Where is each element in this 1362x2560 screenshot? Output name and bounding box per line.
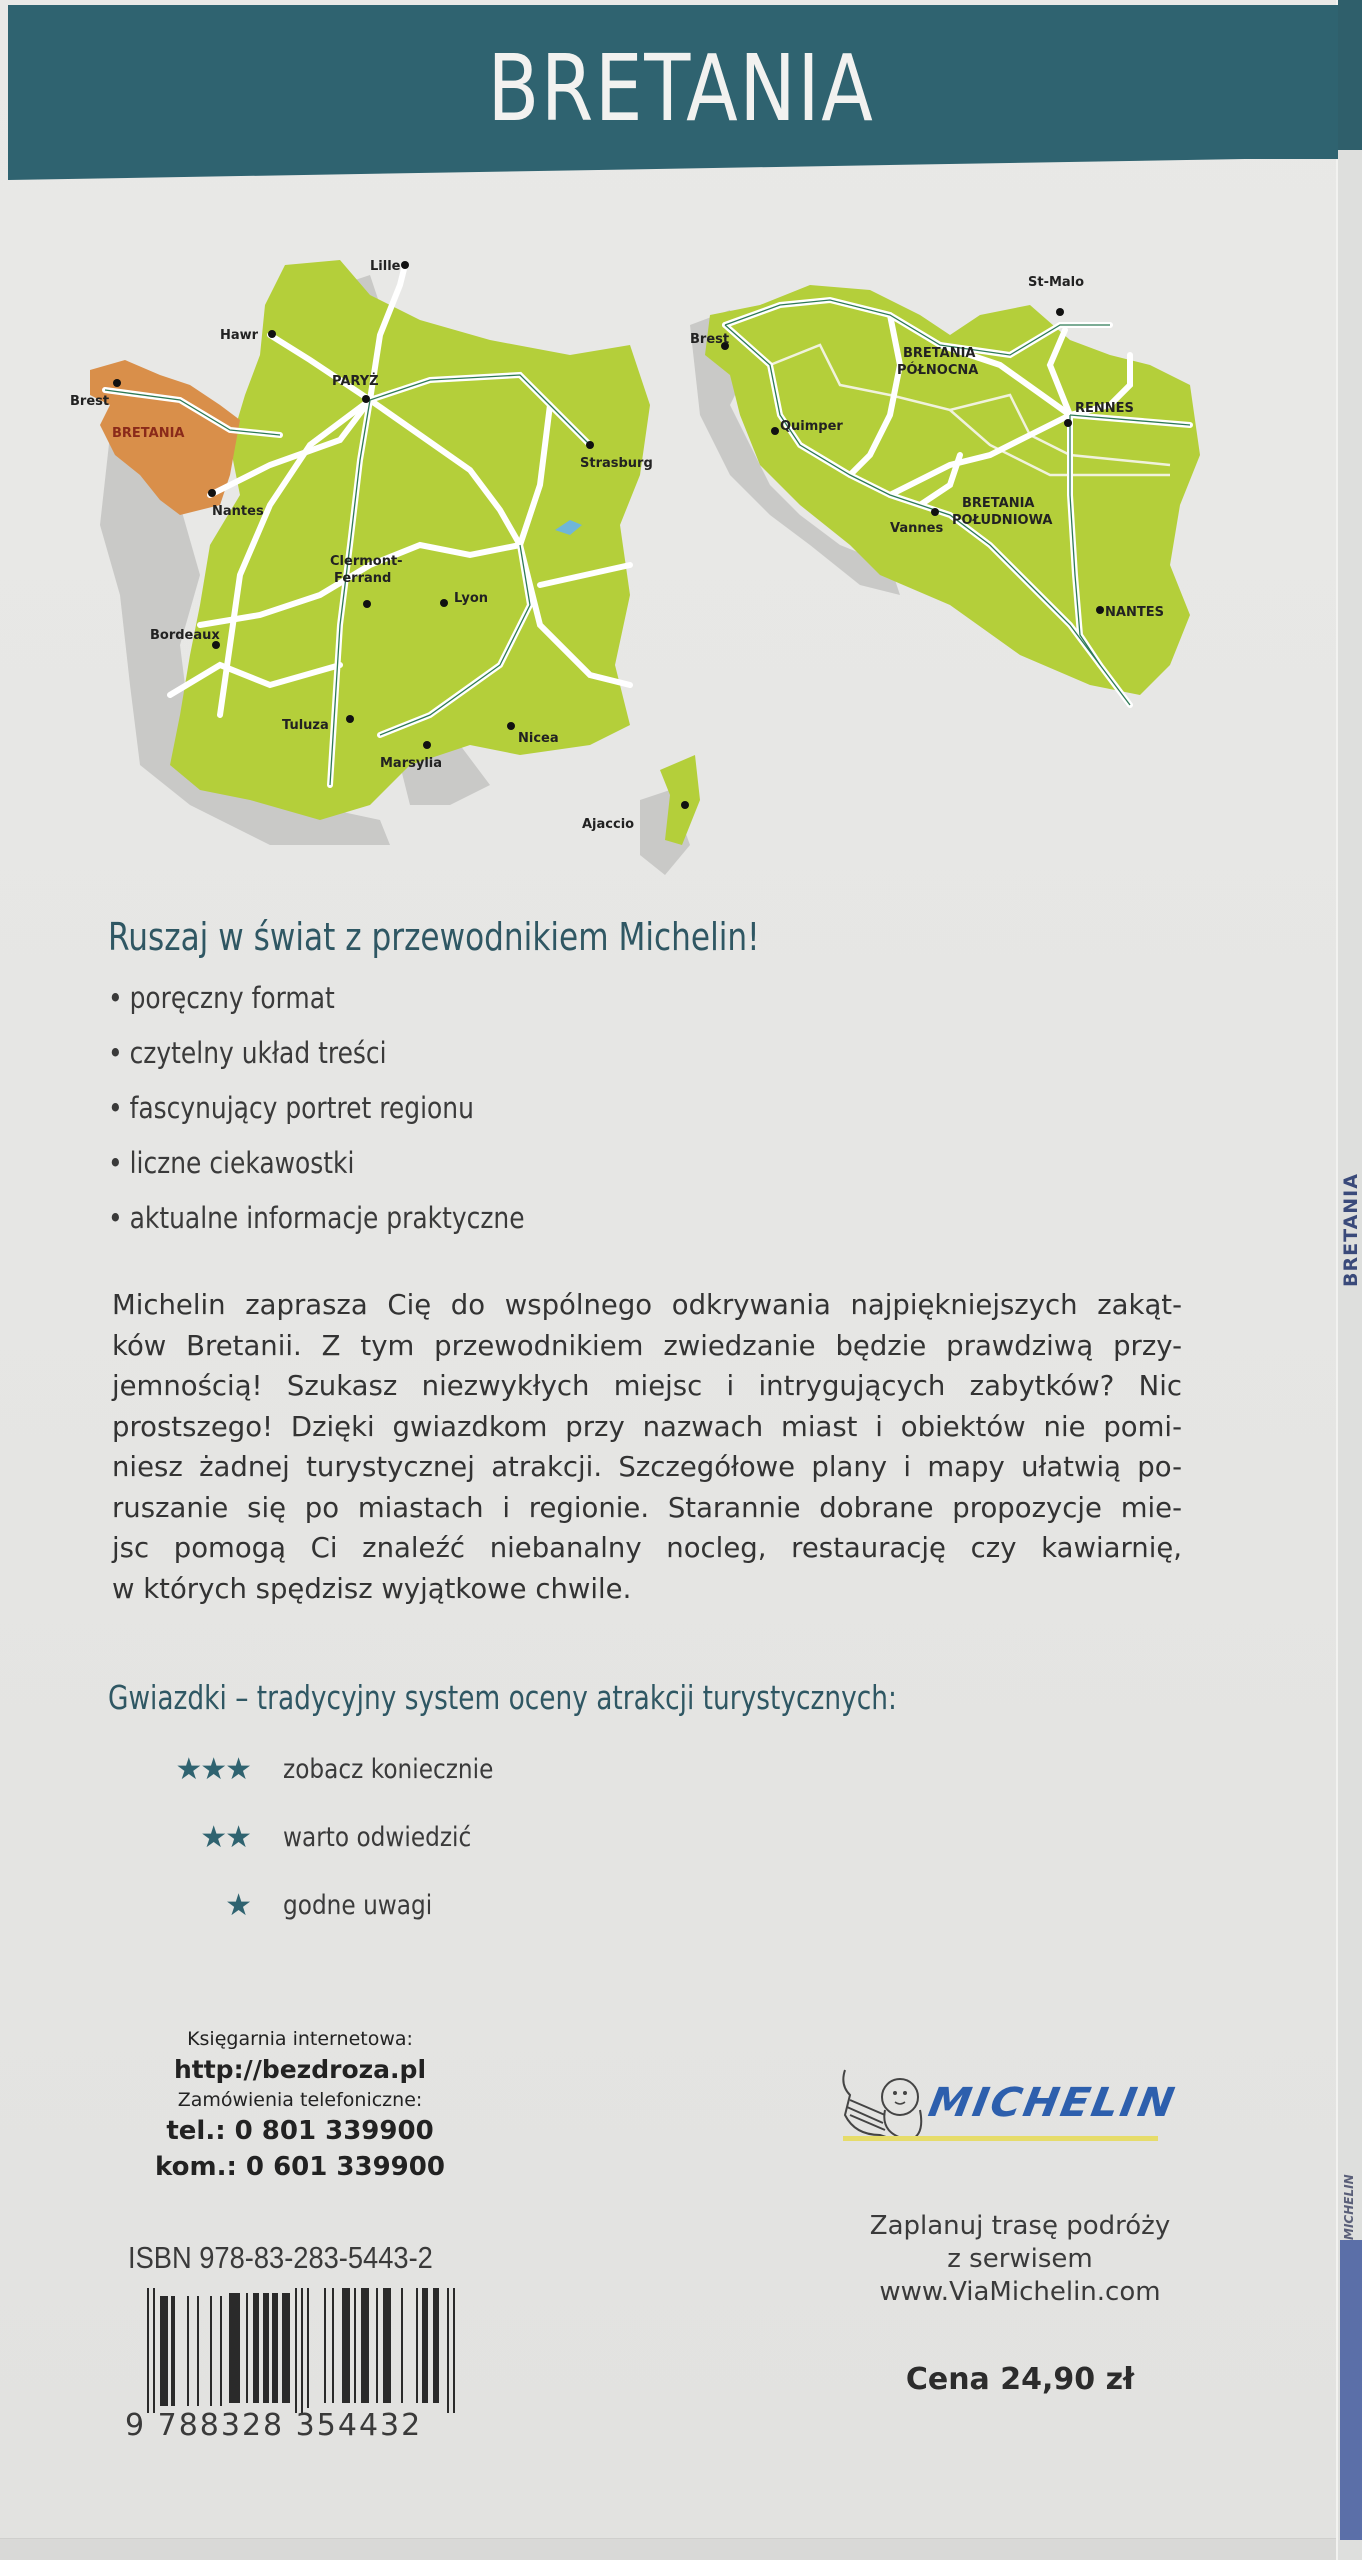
viamichelin-link[interactable]: www.ViaMichelin.com xyxy=(879,2277,1161,2307)
feature-item: • liczne ciekawostki xyxy=(108,1140,525,1195)
spine-blue-band xyxy=(1340,2240,1362,2540)
star-icon: ★★ xyxy=(200,1820,250,1855)
description-line: niesz żadnej turystycznej atrakcji. Szczegółowe plany i mapy ułatwią po- xyxy=(112,1451,1182,1483)
map-label-marsylia: Marsylia xyxy=(380,756,443,771)
mobile-number: kom.: 0 601 339900 xyxy=(155,2152,445,2182)
viamichelin-promo xyxy=(820,2210,1220,2309)
rating-label: zobacz koniecznie xyxy=(283,1754,494,1785)
map-label-bretania-poludniowa-1: BRETANIA xyxy=(962,496,1035,511)
description-line: jemnością! Szukasz niezwykłych miejsc i intrygujących zabytków? Nic xyxy=(112,1370,1182,1402)
map-label-nantes: Nantes xyxy=(212,504,264,519)
map-label-nicea: Nicea xyxy=(518,731,559,746)
map-label-brest-b: Brest xyxy=(690,332,730,347)
rating-label: godne uwagi xyxy=(283,1890,433,1921)
map-label-hawr: Hawr xyxy=(220,328,259,343)
description-line: jsc pomogą Ci znaleźć niebanalny nocleg, restaurację czy kawiarnię, xyxy=(112,1532,1182,1564)
phone-number: tel.: 0 801 339900 xyxy=(166,2116,434,2146)
map-label-bordeaux: Bordeaux xyxy=(150,628,220,643)
ratings-title: Gwiazdki – tradycyjny system oceny atrakcji turystycznych: xyxy=(108,1678,897,1717)
star-icon: ★★★ xyxy=(175,1752,250,1787)
map-label-bretania-poludniowa-2: POŁUDNIOWA xyxy=(952,513,1053,528)
description-paragraph xyxy=(112,1285,1182,1609)
map-label-ferrand: Ferrand xyxy=(334,571,392,586)
barcode-digits: 9 788328 354432 xyxy=(125,2408,423,2443)
map-label-bretania-polnocna-1: BRETANIA xyxy=(903,346,976,361)
map-label-brest: Brest xyxy=(70,394,110,409)
isbn-label: ISBN 978-83-283-5443-2 xyxy=(128,2240,433,2275)
map-label-clermont: Clermont- xyxy=(330,554,403,569)
features-title: Ruszaj w świat z przewodnikiem Michelin! xyxy=(108,915,760,959)
map-label-lyon: Lyon xyxy=(454,591,489,606)
map-label-strasburg: Strasburg xyxy=(580,456,653,471)
feature-item: • fascynujący portret regionu xyxy=(108,1085,525,1140)
map-label-lille: Lille xyxy=(370,259,401,274)
map-label-bretania: BRETANIA xyxy=(112,426,185,441)
contact-block xyxy=(130,2028,470,2188)
star-icon: ★ xyxy=(225,1888,250,1923)
map-label-nantes-b: NANTES xyxy=(1105,605,1164,620)
maps-section xyxy=(70,245,1220,885)
map-label-tuluza: Tuluza xyxy=(282,718,329,733)
promo-line: z serwisem xyxy=(947,2244,1093,2274)
spine-header-band xyxy=(1338,0,1362,150)
page-title: BRETANIA xyxy=(487,35,875,142)
feature-item: • aktualne informacje praktyczne xyxy=(108,1195,525,1250)
map-label-quimper: Quimper xyxy=(780,419,843,434)
spine-brand: MICHELIN xyxy=(1342,2174,1356,2240)
feature-item: • czytelny układ treści xyxy=(108,1030,525,1085)
barcode-icon xyxy=(147,2288,465,2413)
map-label-paryz: PARYŻ xyxy=(332,374,379,389)
orders-label: Zamówienia telefoniczne: xyxy=(177,2089,423,2111)
map-label-ajaccio: Ajaccio xyxy=(582,817,635,832)
map-label-bretania-polnocna-2: PÓŁNOCNA xyxy=(897,363,979,378)
promo-line: Zaplanuj trasę podróży xyxy=(869,2211,1171,2241)
description-line: ruszanie się po miastach i regionie. Starannie dobrane propozycje mie- xyxy=(112,1491,1182,1524)
spine-title: BRETANIA xyxy=(1340,1173,1362,1287)
rating-label: warto odwiedzić xyxy=(283,1822,472,1853)
brittany-map xyxy=(690,275,1200,705)
michelin-underline xyxy=(843,2136,1158,2141)
shop-url-link[interactable]: http://bezdroza.pl xyxy=(173,2055,427,2084)
map-label-rennes: RENNES xyxy=(1075,401,1134,416)
feature-item: • poręczny format xyxy=(108,975,525,1030)
maps-illustration xyxy=(70,245,1220,885)
description-line: ków Bretanii. Z tym przewodnikiem zwiedzanie będzie prawdziwą przy- xyxy=(112,1329,1182,1362)
description-line: prostszego! Dzięki gwiazdkom przy nazwach miast i obiektów nie pomi- xyxy=(112,1410,1182,1443)
michelin-logo: MICHELIN xyxy=(925,2080,1180,2126)
description-line: w których spędzisz wyjątkowe chwile. xyxy=(112,1572,632,1605)
features-list xyxy=(108,975,592,1250)
cover-bottom-edge xyxy=(0,2538,1336,2560)
description-line: Michelin zaprasza Cię do wspólnego odkrywania najpiękniejszych zakąt- xyxy=(112,1289,1182,1321)
shop-label: Księgarnia internetowa: xyxy=(187,2028,413,2050)
france-map xyxy=(70,259,700,875)
book-spine xyxy=(1336,0,1362,2560)
map-label-st-malo: St-Malo xyxy=(1028,275,1085,290)
map-label-vannes: Vannes xyxy=(890,521,944,536)
price-label: Cena 24,90 zł xyxy=(905,2362,1135,2397)
